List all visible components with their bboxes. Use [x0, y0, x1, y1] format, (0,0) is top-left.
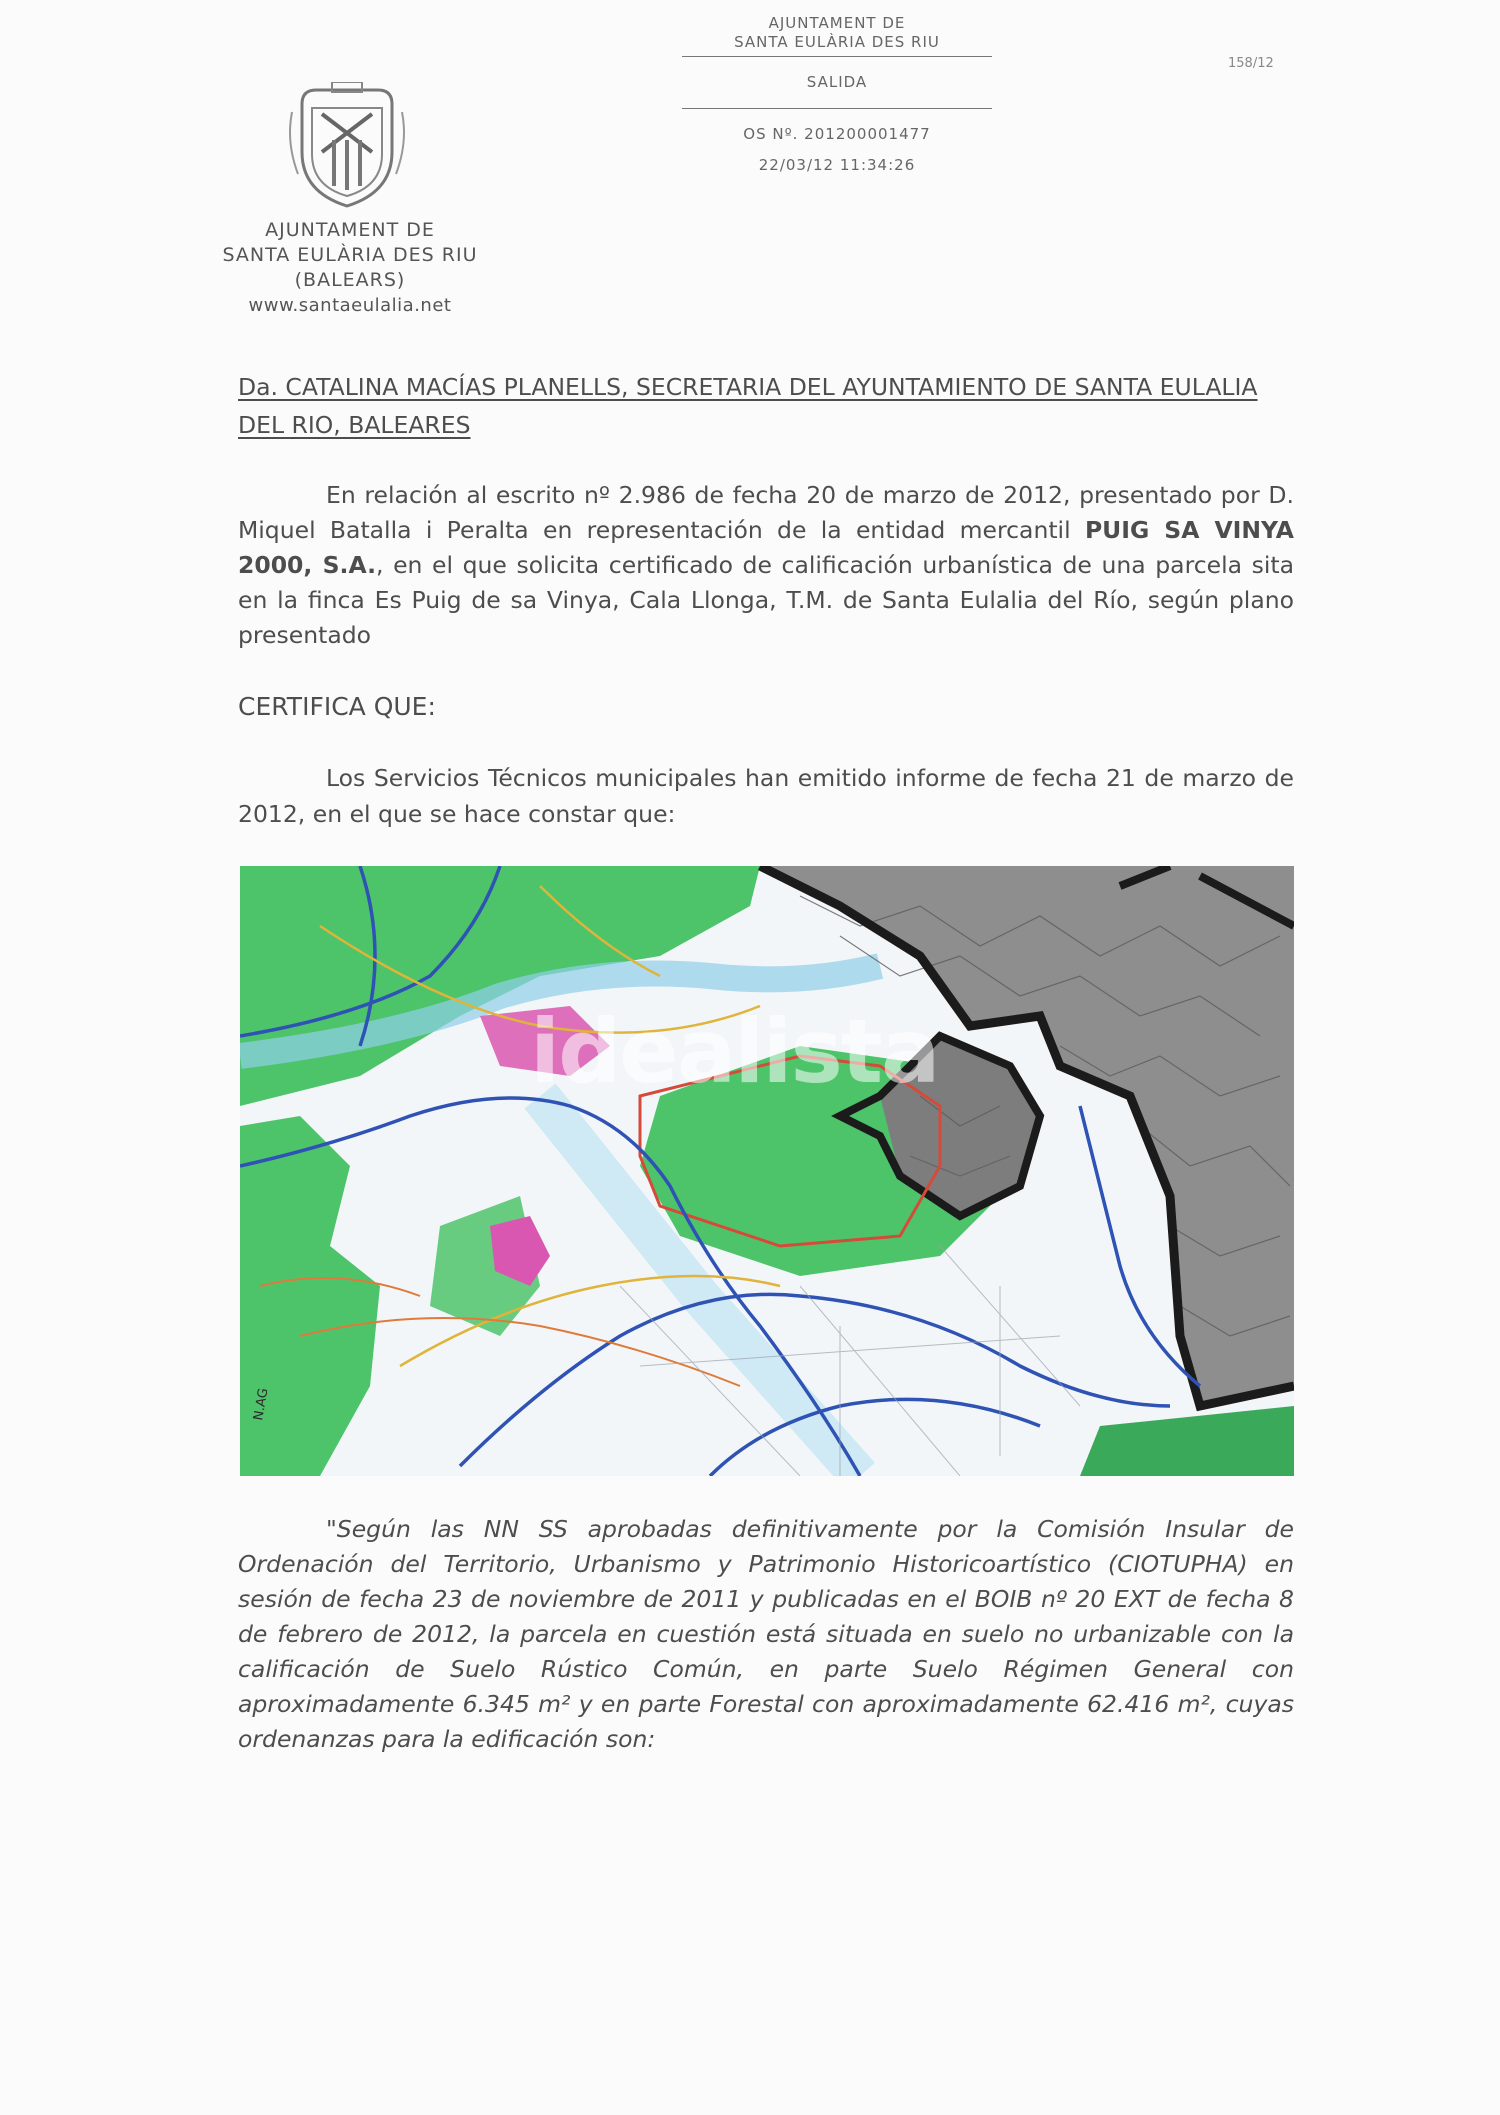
request-paragraph-rest: , en el que solicita certificado de calificación urbanística de una parcela sita en la finca Es Puig de sa Vinya, Cala Llonga, T.M. de Santa Eulalia del Río, según plano presentado: [238, 551, 1294, 649]
report-paragraph: Los Servicios Técnicos municipales han emitido informe de fecha 21 de marzo de 2012, en el que se hace constar que:: [238, 764, 1294, 828]
issuer-line-2: SANTA EULÀRIA DES RIU: [222, 244, 478, 266]
request-paragraph: [238, 478, 1294, 653]
certificate-heading: Da. CATALINA MACÍAS PLANELLS, SECRETARIA DEL AYUNTAMIENTO DE SANTA EULALIA DEL RIO, BALEARES: [238, 373, 1258, 439]
issuer-block: [200, 218, 500, 318]
issuer-website: www.santaeulalia.net: [248, 295, 452, 316]
request-paragraph-intro: En relación al escrito nº 2.986 de fecha 20 de marzo de 2012, presentado por D. Miquel Batalla i Peralta en representación de la entidad mercantil: [238, 481, 1294, 544]
zoning-map: [240, 866, 1294, 1476]
certifica-label: CERTIFICA QUE:: [238, 692, 436, 721]
registry-stamp: [682, 14, 992, 175]
reference-code: 158/12: [1228, 56, 1274, 71]
zoning-quote-paragraph: "Según las NN SS aprobadas definitivamente por la Comisión Insular de Ordenación del Territorio, Urbanismo y Patrimonio Historicoartístico (CIOTUPHA) en sesión de fecha 23 de noviembre de 2011 y publicadas en el BOIB nº 20 EXT de fecha 8 de febrero de 2012, la parcela en cuestión está situada en suelo no urbanizable con la calificación de Suelo Rústico Común, en parte Suelo Régimen General con aproximadamente 6.345 m² y en parte Forestal con aproximadamente 62.416 m², cuyas ordenanzas para la edificación son:: [238, 1515, 1294, 1753]
stamp-org-line-2: SANTA EULÀRIA DES RIU: [734, 33, 940, 51]
stamp-divider: [682, 56, 992, 57]
stamp-org-line-1: AJUNTAMENT DE: [768, 14, 906, 32]
watermark-logo: idealista: [530, 1000, 939, 1103]
company-name: PUIG SA VINYA 2000, S.A.: [238, 516, 1294, 579]
stamp-number: OS Nº. 201200001477: [743, 125, 931, 143]
issuer-line-1: AJUNTAMENT DE: [265, 219, 435, 241]
issuer-line-3: (BALEARS): [294, 269, 406, 291]
municipal-crest-icon: [282, 82, 412, 212]
stamp-type: SALIDA: [806, 73, 868, 91]
stamp-divider: [682, 108, 992, 109]
map-label: N.AG: [251, 1386, 272, 1422]
stamp-datetime: 22/03/12 11:34:26: [758, 156, 916, 174]
